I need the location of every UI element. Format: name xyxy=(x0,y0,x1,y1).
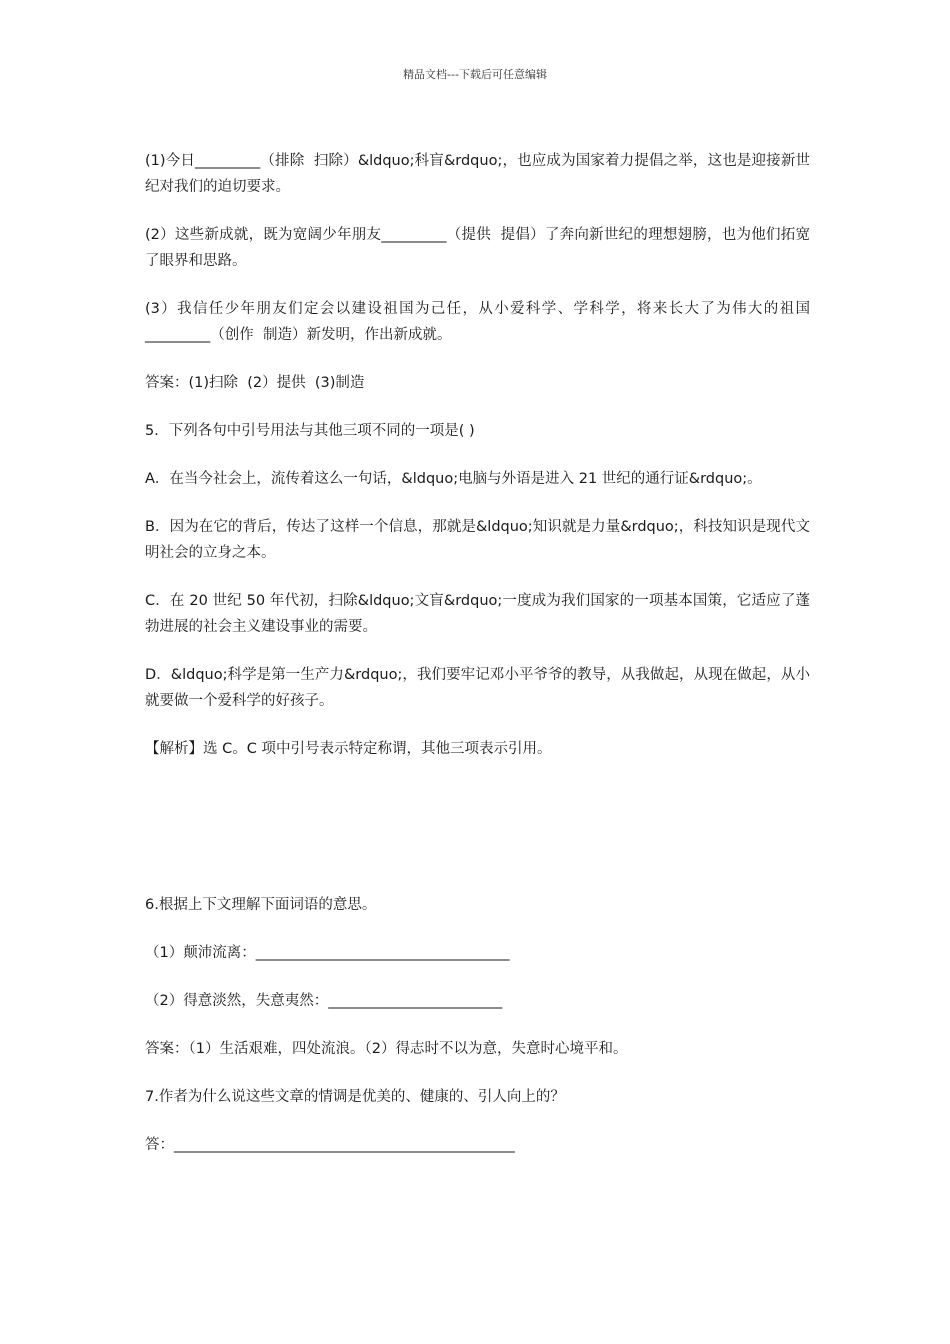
option-a: A．在当今社会上，流传着这么一句话，&ldquo;电脑与外语是进入 21 世纪的通行证&rdquo;。 xyxy=(145,471,762,487)
question-item-1: (1)今日_________（排除 扫除）&ldquo;科盲&rdquo;，也应成为国家着力提倡之举，这也是迎接新世纪对我们的迫切要求。 xyxy=(145,153,810,195)
page-header: 精品文档---下载后可任意编辑 xyxy=(403,68,547,81)
question-5-stem: 5．下列各句中引号用法与其他三项不同的一项是( ) xyxy=(145,423,475,439)
question-6-item-1: （1）颠沛流离：___________________________________ xyxy=(145,945,510,961)
document-body xyxy=(145,148,810,1180)
option-c: C．在 20 世纪 50 年代初，扫除&ldquo;文盲&rdquo;一度成为我们国家的一项基本国策，它适应了蓬勃进展的社会主义建设事业的需要。 xyxy=(145,593,810,635)
option-d: D．&ldquo;科学是第一生产力&rdquo;，我们要牢记邓小平爷爷的教导，从我做起，从现在做起，从小就要做一个爱科学的好孩子。 xyxy=(145,667,810,709)
question-6-stem: 6.根据上下文理解下面词语的意思。 xyxy=(145,897,377,913)
question-6-answer: 答案：（1）生活艰难，四处流浪。（2）得志时不以为意，失意时心境平和。 xyxy=(145,1041,628,1057)
question-7-stem: 7.作者为什么说这些文章的情调是优美的、健康的、引人向上的？ xyxy=(145,1089,565,1105)
question-item-2: (2）这些新成就，既为宽阔少年朋友_________（提供 提倡）了奔向新世纪的理想翅膀，也为他们拓宽了眼界和思路。 xyxy=(145,227,810,269)
option-b: B．因为在它的背后，传达了这样一个信息，那就是&ldquo;知识就是力量&rdquo;，科技知识是现代文明社会的立身之本。 xyxy=(145,519,810,561)
analysis-line: 【解析】选 C。C 项中引号表示特定称谓，其他三项表示引用。 xyxy=(145,741,552,757)
blank-spacer xyxy=(145,784,810,892)
question-7-answer-blank: 答：_______________________________________________ xyxy=(145,1137,515,1153)
question-6-item-2: （2）得意淡然，失意夷然：________________________ xyxy=(145,993,503,1009)
question-item-3: (3）我信任少年朋友们定会以建设祖国为己任，从小爱科学、学科学，将来长大了为伟大的祖国_________（创作 制造）新发明，作出新成就。 xyxy=(145,301,810,343)
answer-line: 答案：(1)扫除 (2）提供 (3)制造 xyxy=(145,375,365,391)
